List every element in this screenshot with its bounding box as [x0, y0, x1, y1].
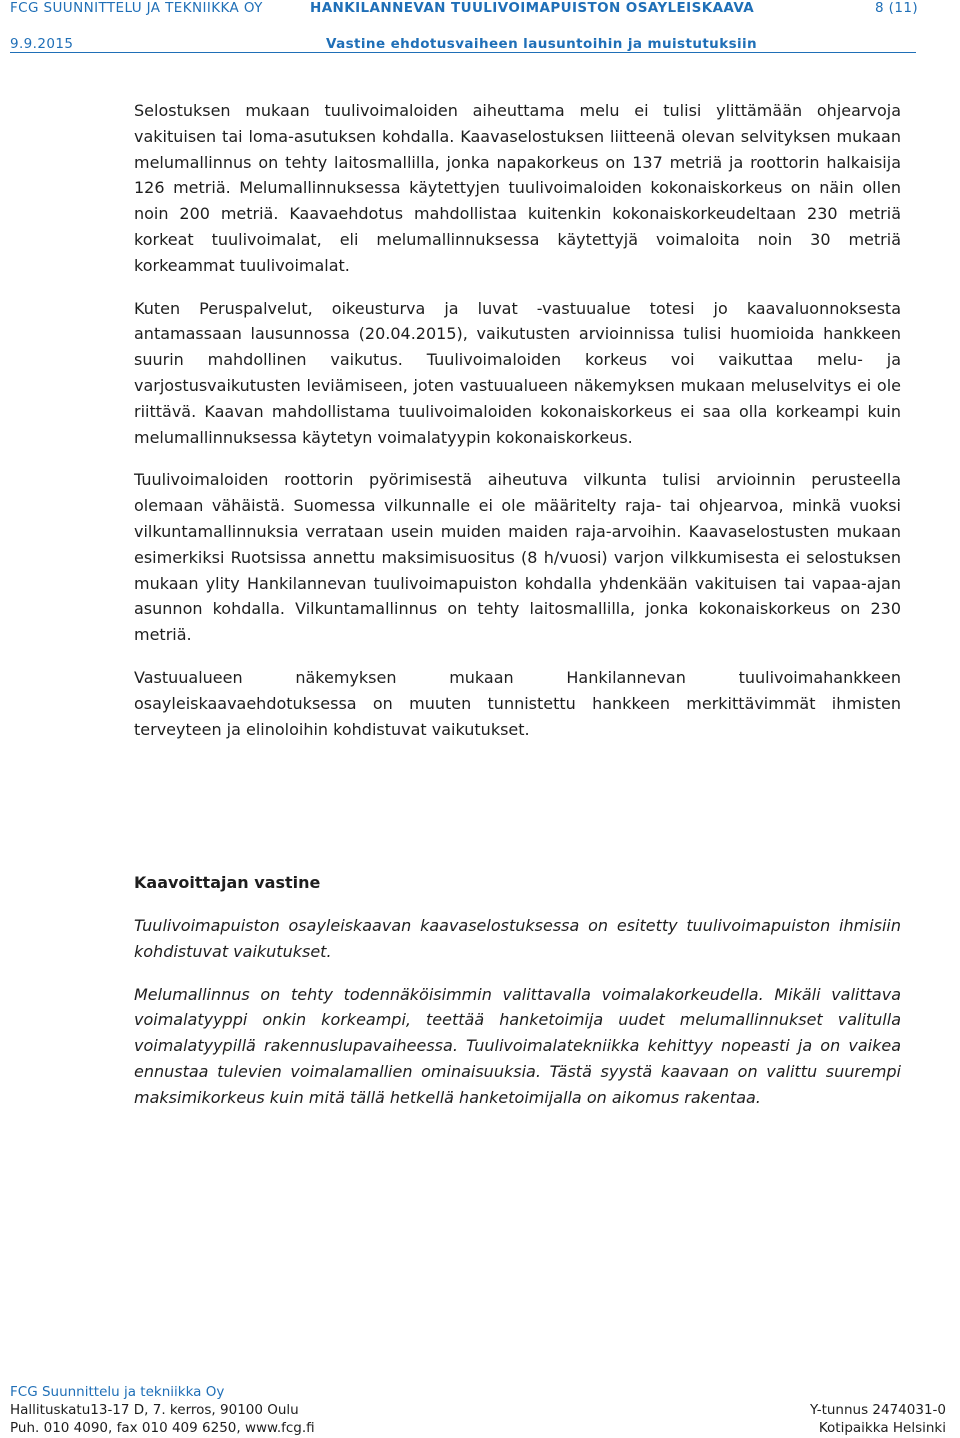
- section-heading: Kaavoittajan vastine: [134, 873, 321, 892]
- header-date: 9.9.2015: [10, 36, 74, 52]
- header-subtitle: Vastine ehdotusvaiheen lausuntoihin ja muistutuksiin: [326, 36, 758, 52]
- response-body: [134, 913, 901, 1128]
- header-page-number: 8 (11): [875, 0, 918, 16]
- header-company: FCG SUUNNITTELU JA TEKNIIKKA OY: [10, 0, 263, 16]
- response-paragraph-2: Melumallinnus on tehty todennäköisimmin valittavalla voimalakorkeudella. Mikäli valittava voimalatyyppi onkin korkeampi, teettää hanketoimija uudet melumallinnukset valitulla voimalatyypillä rakennuslupavaiheessa. Tuulivoimalatekniikka kehittyy nopeasti ja on vaikea ennustaa tulevien voimalamallien ominaisuuksia. Tästä syystä kaavaan on valittu suurempi maksimikorkeus kuin mitä tällä hetkellä hanketoimijalla on aikomus rakentaa.: [134, 984, 901, 1107]
- header-divider: [10, 52, 916, 53]
- footer-business-id: Y-tunnus 2474031-0: [810, 1402, 946, 1418]
- footer-company: FCG Suunnittelu ja tekniikka Oy: [10, 1384, 225, 1400]
- page-footer: [0, 1384, 960, 1438]
- header-document-title: HANKILANNEVAN TUULIVOIMAPUISTON OSAYLEISKAAVA: [310, 0, 755, 16]
- footer-row-company: [10, 1384, 946, 1400]
- footer-row-address: [10, 1402, 946, 1418]
- body-paragraph-1: Selostuksen mukaan tuulivoimaloiden aiheuttama melu ei tulisi ylittämään ohjearvoja vakituisen tai loma-asutuksen kohdalla. Kaavaselostuksen liitteenä olevan selvityksen mukaan melumallinnus on tehty laitosmallilla, jonka napakorkeus on 137 metriä ja roottorin halkaisija 126 metriä. Melumallinnuksessa käytettyjen tuulivoimaloiden kokonaiskorkeus on näin ollen noin 200 metriä. Kaavaehdotus mahdollistaa kuitenkin kokonaiskorkeudeltaan 230 metriä korkeat tuulivoimalat, eli melumallinnuksessa käytettyjä voimaloita noin 30 metriä korkeammat tuulivoimalat.: [134, 101, 901, 275]
- page-header: [0, 0, 960, 56]
- statement-body: [134, 98, 901, 759]
- footer-address: Hallituskatu13-17 D, 7. kerros, 90100 Oulu: [10, 1402, 299, 1418]
- response-paragraph-1: Tuulivoimapuiston osayleiskaavan kaavaselostuksessa on esitetty tuulivoimapuiston ihmisiin kohdistuvat vaikutukset.: [134, 916, 901, 961]
- footer-domicile: Kotipaikka Helsinki: [818, 1420, 946, 1436]
- footer-contact: Puh. 010 4090, fax 010 409 6250, www.fcg.fi: [10, 1420, 315, 1436]
- body-paragraph-2: Kuten Peruspalvelut, oikeusturva ja luvat -vastuualue totesi jo kaavaluonnoksesta antamassaan lausunnossa (20.04.2015), vaikutusten arvioinnissa tulisi huomioida hankkeen suurin mahdollinen vaikutus. Tuulivoimaloiden korkeus voi vaikuttaa melu- ja varjostusvaikutusten leviämiseen, joten vastuualueen näkemyksen mukaan meluselvitys ei ole riittävä. Kaavan mahdollistama tuulivoimaloiden kokonaiskorkeus ei saa olla korkeampi kuin melumallinnuksessa käytetyn voimalatyypin kokonaiskorkeus.: [134, 298, 901, 447]
- body-paragraph-3: Tuulivoimaloiden roottorin pyörimisestä aiheutuva vilkunta tulisi arvioinnin perusteella olemaan vähäistä. Suomessa vilkunnalle ei ole määritelty raja- tai ohjearvoa, minkä vuoksi vilkuntamallinnuksia verrataan usein muiden maiden raja-arvoihin. Kaavaselostusten mukaan esimerkiksi Ruotsissa annettu maksimisuositus (8 h/vuosi) varjon vilkkumisesta ei selostuksen mukaan ylity Hankilannevan tuulivoimapuiston kohdalla yhdenkään vakituisen tai vapaa-ajan asunnon kohdalla. Vilkuntamallinnus on tehty laitosmallilla, jonka kokonaiskorkeus on 230 metriä.: [134, 470, 901, 645]
- footer-row-contact: [10, 1420, 946, 1436]
- body-paragraph-4: Vastuualueen näkemyksen mukaan Hankilannevan tuulivoimahankkeen osayleiskaavaehdotuksessa on muuten tunnistettu hankkeen merkittävimmät ihmisten terveyteen ja elinoloihin kohdistuvat vaikutukset.: [134, 667, 901, 739]
